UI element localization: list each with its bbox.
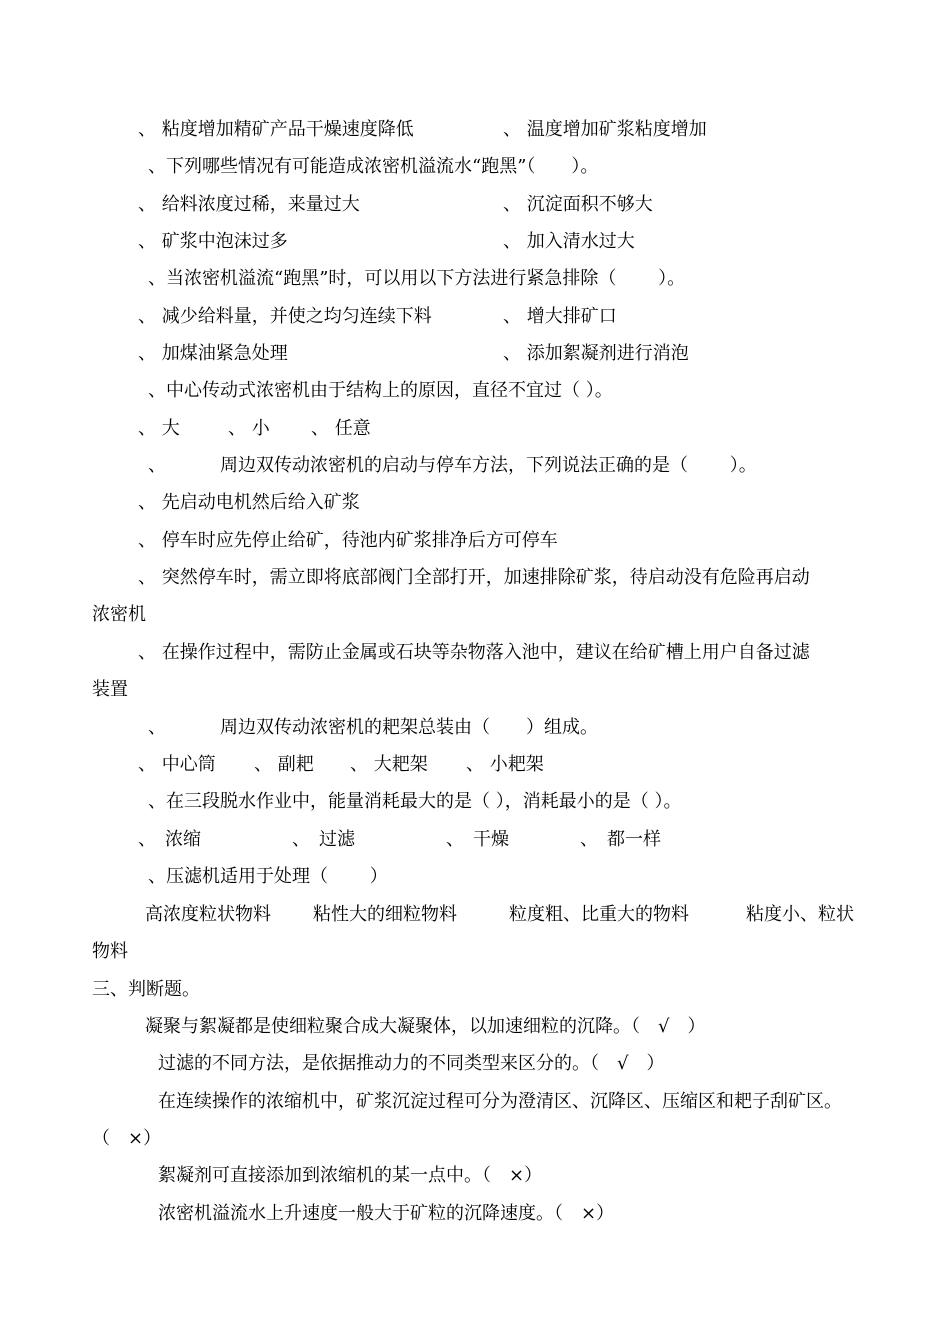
judgement-item: 在连续操作的浓缩机中，矿浆沉淀过程可分为澄清区、沉降区、压缩区和耙子刮矿区。 — [158, 1091, 842, 1112]
option-b: 、 副耙 — [254, 754, 314, 775]
option-a: 、 给料浓度过稀，来量过大 — [138, 194, 360, 215]
option-b: 、 过滤 — [292, 829, 355, 850]
option-a: 、 减少给料量，并使之均匀连续下料 — [138, 306, 432, 327]
option-a: 、 大 — [138, 418, 180, 439]
option-b: 、 停车时应先停止给矿，待池内矿浆排净后方可停车 — [138, 530, 558, 551]
option-c: 、 干燥 — [446, 829, 509, 850]
option-b: 、 增大排矿口 — [503, 306, 617, 327]
option-d-continued: 物料 — [92, 941, 128, 962]
option-c: 粒度粗、比重大的物料 — [509, 904, 689, 925]
option-d: 、 加入清水过大 — [503, 231, 635, 252]
option-b: 、 沉淀面积不够大 — [503, 194, 653, 215]
option-d: 、 小耙架 — [466, 754, 544, 775]
option-c: 、 大耙架 — [350, 754, 428, 775]
option-d: 、 添加絮凝剂进行消泡 — [503, 343, 689, 364]
question-text: 、当浓密机溢流“跑黑”时，可以用以下方法进行紧急排除（ ）。 — [148, 268, 686, 289]
judgement-item: 絮凝剂可直接添加到浓缩机的某一点中。（ ×） — [158, 1165, 543, 1186]
option-c: 、 矿浆中泡沫过多 — [138, 231, 288, 252]
option-c: 、 加煤油紧急处理 — [138, 343, 288, 364]
question-text: 、在三段脱水作业中，能量消耗最大的是（ ），消耗最小的是（ ）。 — [148, 791, 682, 812]
question-text: 周边双传动浓密机的启动与停车方法，下列说法正确的是（ ）。 — [220, 455, 757, 476]
option-a: 、 浓缩 — [138, 829, 201, 850]
question-text: 、下列哪些情况有可能造成浓密机溢流水“跑黑”（ ）。 — [148, 156, 599, 177]
section-heading: 三、判断题。 — [92, 979, 200, 1000]
option-b: 、 小 — [228, 418, 270, 439]
judgement-item-answer: （ ×） — [92, 1128, 162, 1149]
option-c-line1: 、 粘度增加精矿产品干燥速度降低 — [138, 119, 414, 140]
option-a: 、 中心筒 — [138, 754, 216, 775]
option-d-continued: 装置 — [92, 679, 128, 700]
option-a: 高浓度粒状物料 — [145, 904, 271, 925]
option-b: 粘性大的细粒物料 — [313, 904, 457, 925]
option-d: 、 都一样 — [580, 829, 661, 850]
question-number-mark: 、 — [148, 717, 166, 738]
question-text: 、压滤机适用于处理（ ） — [148, 866, 388, 887]
option-c: 、 突然停车时，需立即将底部阀门全部打开，加速排除矿浆，待启动没有危险再启动 — [138, 567, 810, 588]
judgement-item: 过滤的不同方法，是依据推动力的不同类型来区分的。（ √ ） — [158, 1053, 665, 1074]
question-number-mark: 、 — [148, 455, 166, 476]
judgement-item: 凝聚与絮凝都是使细粒聚合成大凝聚体，以加速细粒的沉降。（ √ ） — [145, 1016, 706, 1037]
judgement-item: 浓密机溢流水上升速度一般大于矿粒的沉降速度。（ ×） — [158, 1203, 615, 1224]
question-text: 周边双传动浓密机的耙架总装由（ ）组成。 — [220, 717, 598, 738]
option-c-continued: 浓密机 — [92, 604, 146, 625]
option-a: 、 先启动电机然后给入矿浆 — [138, 492, 360, 513]
option-c: 、 任意 — [311, 418, 371, 439]
option-d: 粘度小、粒状 — [746, 904, 854, 925]
option-d: 、 在操作过程中，需防止金属或石块等杂物落入池中，建议在给矿槽上用户自备过滤 — [138, 642, 810, 663]
question-text: 、中心传动式浓密机由于结构上的原因，直径不宜过（ ）。 — [148, 380, 613, 401]
option-d-line1: 、 温度增加矿浆粘度增加 — [503, 119, 707, 140]
